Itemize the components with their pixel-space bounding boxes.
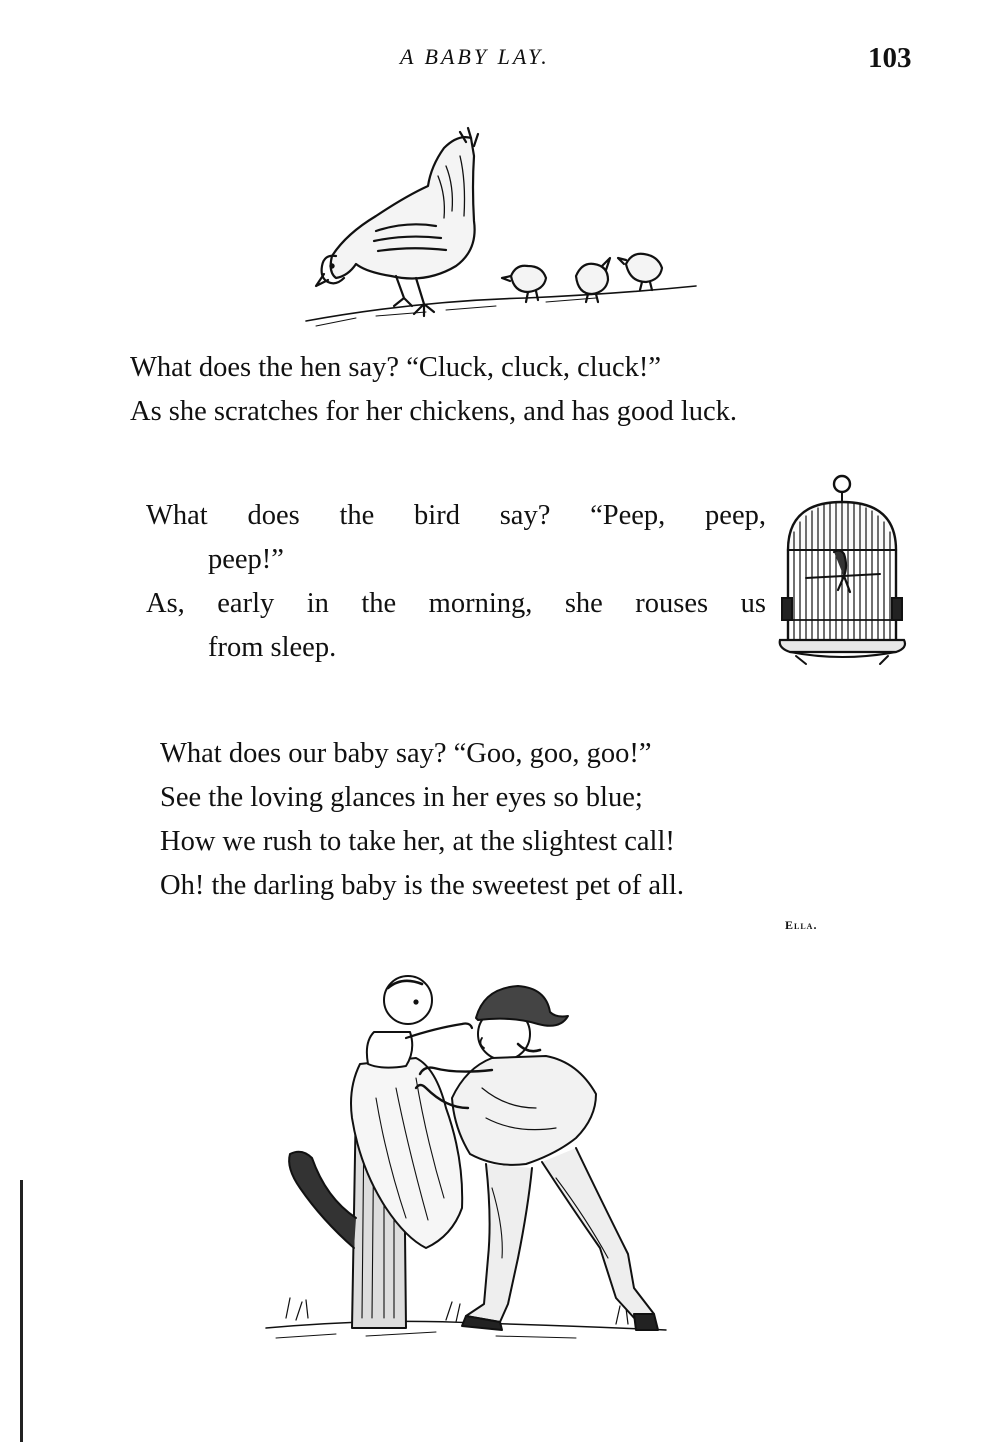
running-title: A BABY LAY. xyxy=(400,44,550,69)
word: As, xyxy=(146,588,185,619)
verse-line: As she scratches for her chickens, and has good luck. xyxy=(130,396,738,427)
verse-line: How we rush to take her, at the slightest call! xyxy=(160,826,675,857)
page-edge-rule xyxy=(20,1180,23,1442)
stanza-bird xyxy=(146,494,766,670)
word: say? xyxy=(499,500,551,531)
word: What xyxy=(146,500,208,531)
verse-line: What does the hen say? “Cluck, cluck, cluck!” xyxy=(130,352,661,383)
word: early xyxy=(217,588,275,619)
word: us xyxy=(740,588,766,619)
word: rouses xyxy=(635,588,709,619)
word: in xyxy=(306,588,329,619)
hen-illustration xyxy=(296,126,706,336)
verse-line: What does our baby say? “Goo, goo, goo!” xyxy=(160,738,652,769)
verse-line-justified xyxy=(146,582,766,626)
word: the xyxy=(339,500,375,531)
page-number: 103 xyxy=(868,42,912,74)
birdcage-illustration xyxy=(776,470,912,666)
word: morning, xyxy=(428,588,533,619)
stanza-hen xyxy=(130,346,737,434)
stanza-baby xyxy=(160,732,684,908)
word: does xyxy=(247,500,300,531)
verse-line: from sleep. xyxy=(208,632,337,663)
verse-line: See the loving glances in her eyes so blue; xyxy=(160,782,643,813)
word: the xyxy=(361,588,397,619)
word: she xyxy=(564,588,603,619)
boy-and-baby-illustration xyxy=(256,958,676,1368)
word: peep, xyxy=(705,500,766,531)
author-signature: Ella. xyxy=(785,918,818,932)
verse-line: peep!” xyxy=(208,544,284,575)
verse-line-justified xyxy=(146,494,766,538)
word: bird xyxy=(414,500,460,531)
word: “Peep, xyxy=(590,500,666,531)
verse-line: Oh! the darling baby is the sweetest pet of all. xyxy=(160,870,684,901)
